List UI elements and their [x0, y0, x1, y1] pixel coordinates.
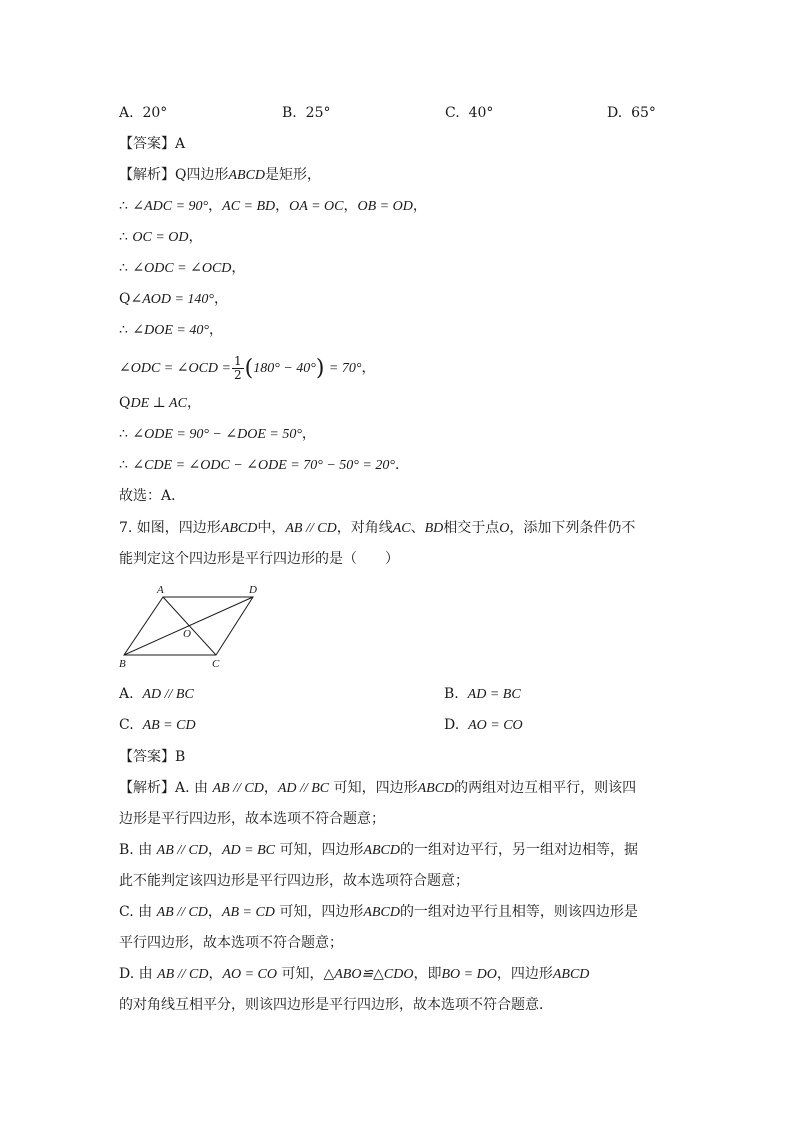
label-c: C — [212, 658, 220, 670]
prev-choice: 故选：A． — [119, 488, 186, 504]
prev-solution-line-8: QDE ⊥ AC， — [119, 395, 201, 411]
label-a: A — [157, 584, 164, 596]
label-b: B — [119, 658, 126, 670]
solution-7-d-line-1: D. 由 AB // CD，AO = CO 可知，△ABO≌△CDO，即BO = DO，四边形ABCD — [119, 966, 590, 982]
solution-7-c-line-1: C. 由 AB // CD，AB = CD 可知，四边形ABCD的一组对边平行且相等，则该四边形是 — [119, 904, 638, 920]
label-d: D — [249, 584, 257, 596]
prev-solution-line-3: ∴ OC = OD， — [119, 229, 203, 245]
solution-7-a-line-2: 边形是平行四边形，故本选项不符合题意； — [119, 811, 385, 827]
option-7-a: A. AD // BC — [119, 686, 194, 702]
question-7-line-2: 能判定这个四边形是平行四边形的是（ ） — [119, 551, 399, 567]
fraction-half: $\frac{1}{2}$ — [233, 353, 242, 382]
prev-solution-line-6: ∴ ∠DOE = 40°， — [119, 322, 223, 338]
prev-option-d: D. 65° — [607, 105, 656, 121]
question-7-line-1: 7. 如图，四边形ABCD中，AB // CD，对角线AC、BD相交于点O，添加下列条件仍不 — [119, 520, 636, 536]
prev-solution-line-2: ∴ ∠ADC = 90°，AC = BD，OA = OC，OB = OD， — [119, 198, 427, 214]
answer-7: 【答案】B — [119, 749, 186, 765]
option-7-c: C. AB = CD — [119, 717, 196, 733]
prev-solution-line-1: 【解析】Q四边形ABCD是矩形， — [119, 167, 322, 183]
prev-answer: 【答案】A — [119, 136, 186, 152]
solution-7-b-line-2: 此不能判定该四边形是平行四边形，故本选项符合题意； — [119, 873, 469, 889]
prev-solution-line-10: ∴ ∠CDE = ∠ODC − ∠ODE = 70° − 50° = 20°． — [119, 457, 409, 473]
option-7-d: D. AO = CO — [444, 717, 523, 733]
parallelogram-figure — [115, 582, 275, 672]
solution-7-a-line-1: 【解析】A. 由 AB // CD，AD // BC 可知，四边形ABCD的两组对边互相平行，则该四 — [119, 780, 637, 796]
solution-7-b-line-1: B. 由 AB // CD，AD = BC 可知，四边形ABCD的一组对边平行，另一组对边相等，据 — [119, 842, 639, 858]
label-o: O — [183, 628, 191, 640]
prev-solution-line-9: ∴ ∠ODE = 90° − ∠DOE = 50°， — [119, 426, 316, 442]
prev-option-b: B. 25° — [282, 105, 331, 121]
prev-option-a: A. 20° — [119, 105, 168, 121]
option-7-b: B. AD = BC — [444, 686, 521, 702]
solution-7-d-line-2: 的对角线互相平分，则该四边形是平行四边形，故本选项不符合题意． — [119, 997, 553, 1013]
prev-solution-line-4: ∴ ∠ODC = ∠OCD， — [119, 260, 246, 276]
prev-solution-line-7: ∠ODC = ∠OCD = $\frac{1}{2}$ (180° − 40°) = 70°， — [119, 353, 376, 382]
prev-solution-line-5: Q∠AOD = 140°， — [119, 291, 229, 307]
solution-7-c-line-2: 平行四边形，故本选项不符合题意； — [119, 935, 343, 951]
prev-option-c: C. 40° — [445, 105, 494, 121]
